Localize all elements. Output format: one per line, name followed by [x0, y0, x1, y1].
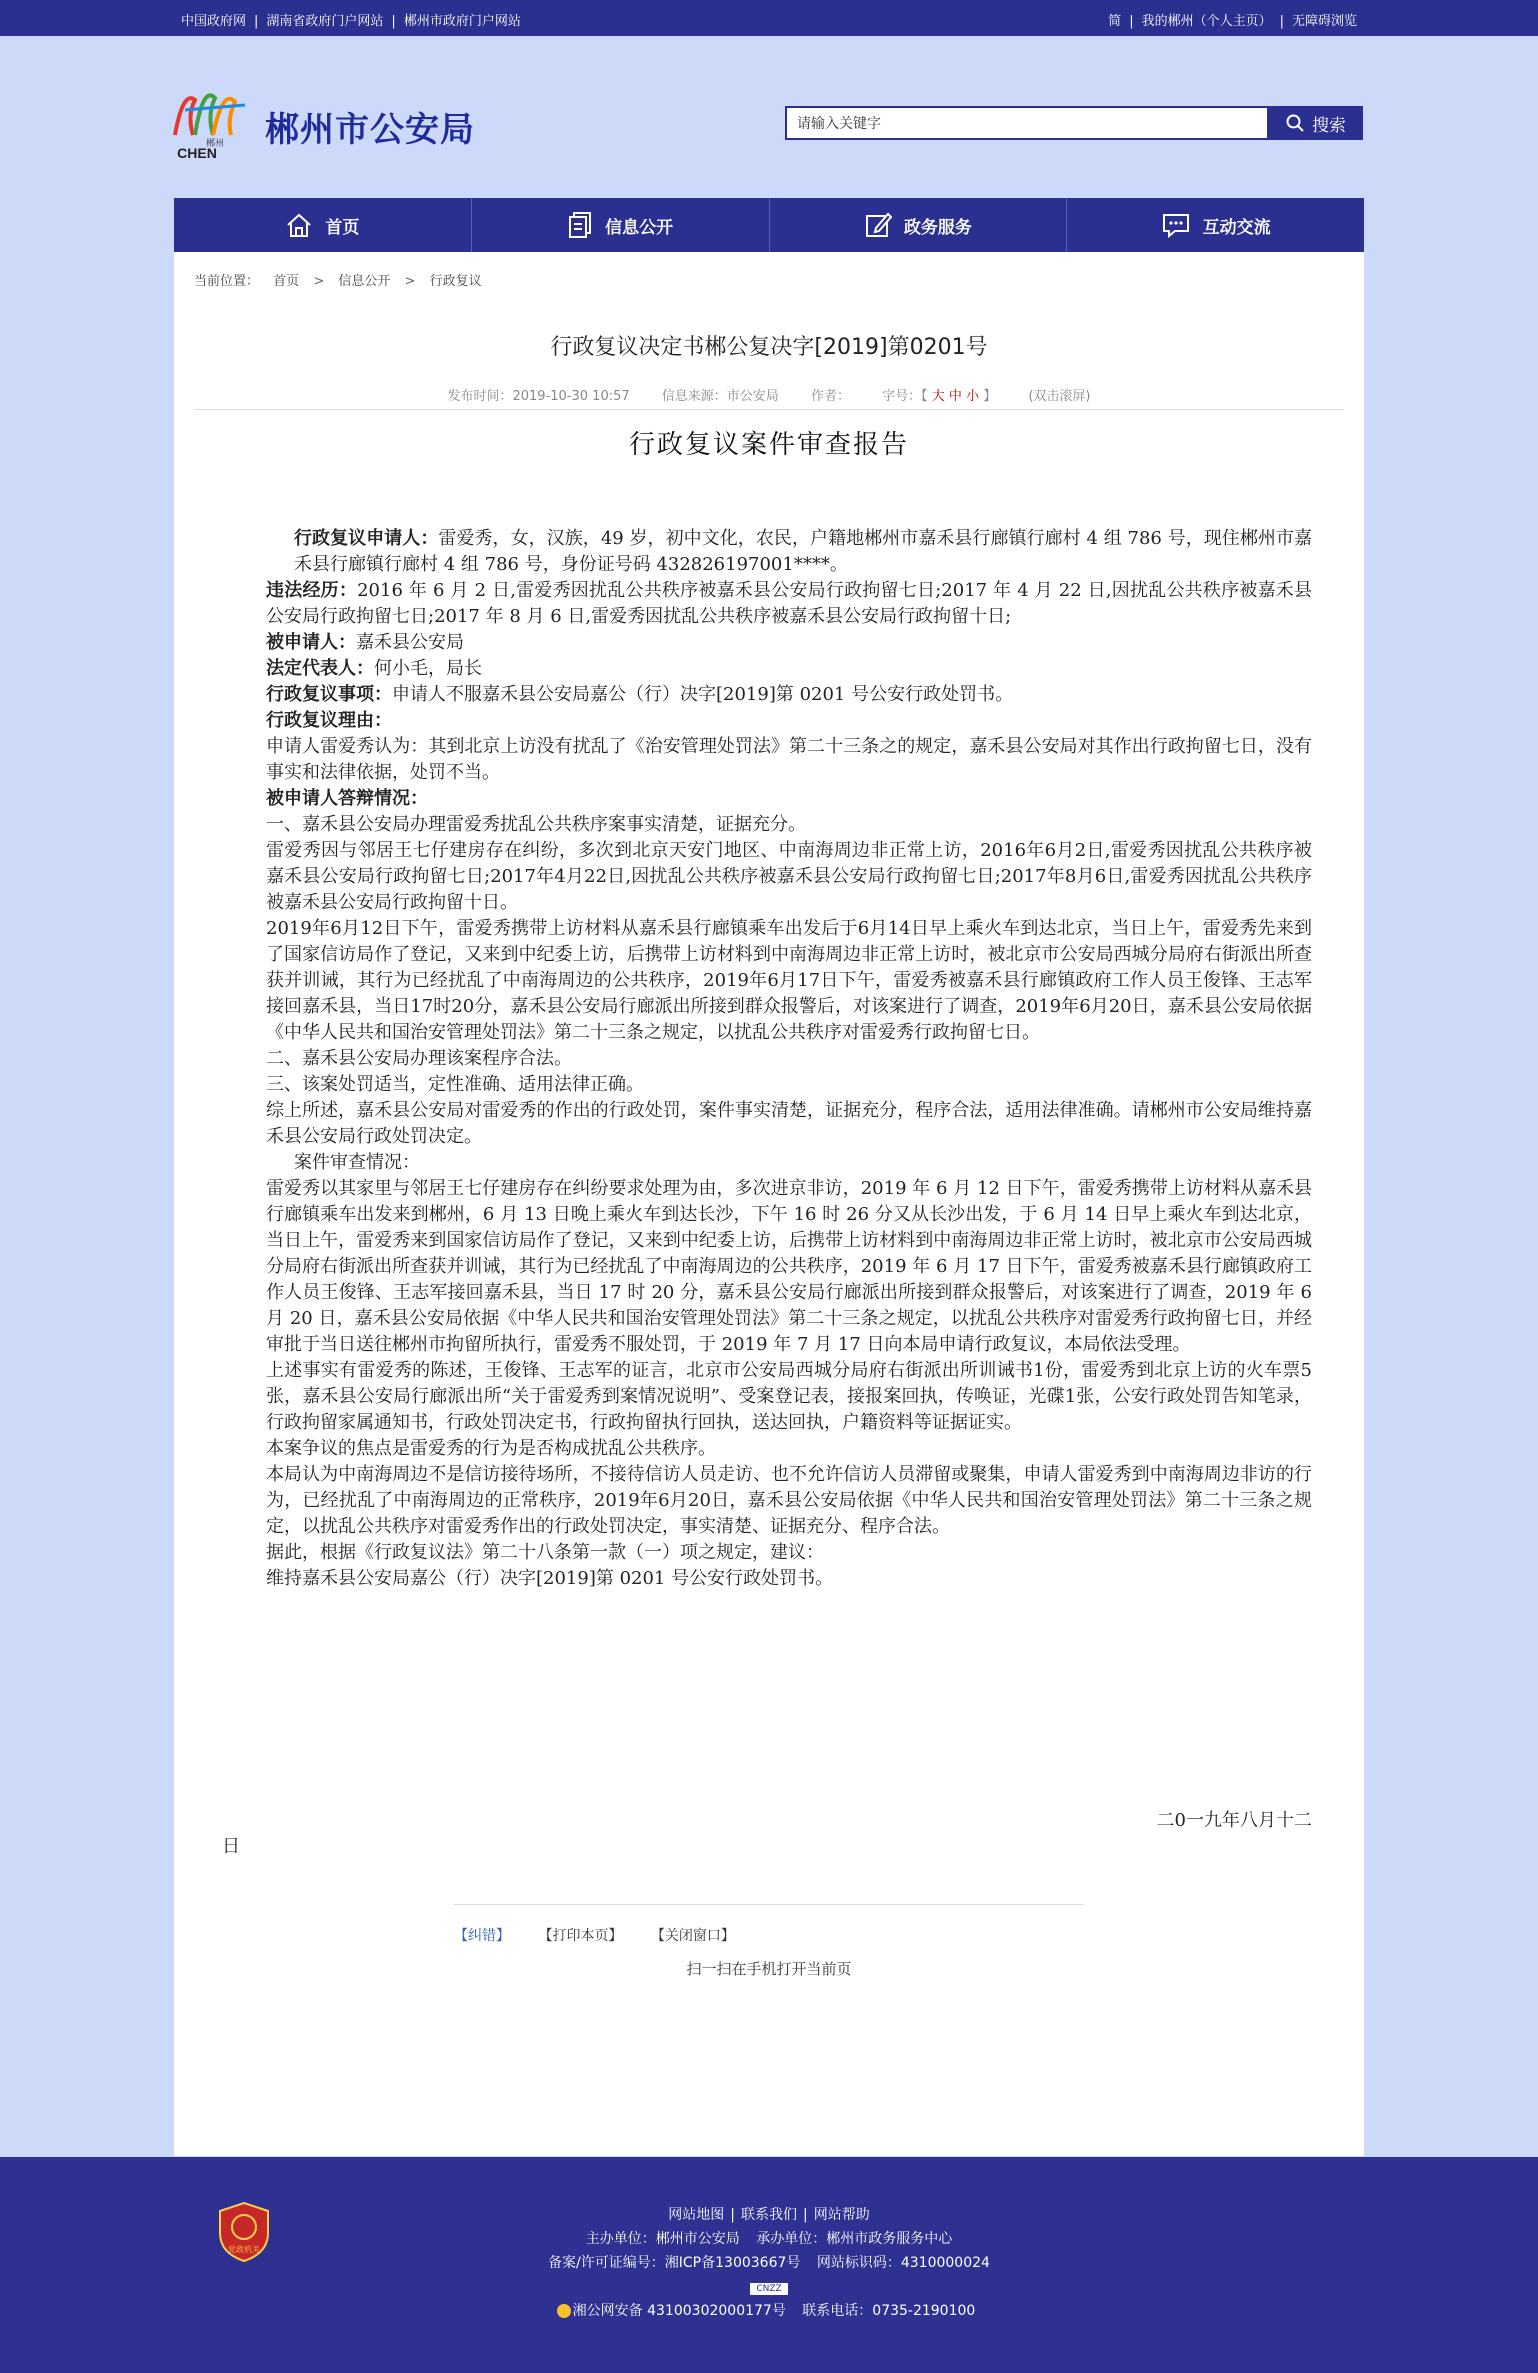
nav-home[interactable]: [174, 198, 472, 252]
reason-paragraph: 申请人雷爱秀认为：其到北京上访没有扰乱了《治安管理处罚法》第二十三条之的规定，嘉禾县公安局对其作出行政拘留七日，没有事实和法律依据，处罚不当。: [266, 736, 1312, 783]
contact-link[interactable]: 联系我们: [741, 2207, 797, 2223]
badge-text: 党政机关: [228, 2245, 260, 2254]
applicant-paragraph: [222, 526, 1312, 578]
site-id: 网站标识码：4310000024: [816, 2255, 990, 2271]
article-actions: [454, 1904, 1084, 1945]
history-text: 2016 年 6 月 2 日,雷爱秀因扰乱公共秩序被嘉禾县公安局行政拘留七日;2017 年 4 月 22 日,因扰乱公共秩序被嘉禾县公安局行政拘留七日;2017 年 8 月 6 日,雷爱秀因扰乱公共秩序被嘉禾县公安局行政拘留十日;: [266, 580, 1312, 627]
font-size-label: 字号：: [882, 389, 922, 404]
respondent-paragraph: [222, 630, 1312, 656]
site-logo[interactable]: [165, 80, 265, 160]
main-nav: [174, 198, 1364, 252]
print-button[interactable]: 【打印本页】: [538, 1928, 623, 1944]
breadcrumb-sep: >: [313, 274, 325, 289]
author: 作者：: [810, 389, 850, 404]
chat-icon: [1161, 212, 1191, 238]
defense-point-1: 一、嘉禾县公安局办理雷爱秀扰乱公共秩序案事实清楚，证据充分。: [266, 814, 806, 835]
breadcrumb-prefix: 当前位置：: [194, 274, 260, 289]
police-badge-icon: [557, 2304, 571, 2318]
publish-time: 发布时间：2019-10-30 10:57: [447, 389, 630, 404]
top-right-links: 简 | 我的郴州（个人主页） | 无障碍浏览: [1108, 14, 1357, 29]
recommendation-intro: 据此，根据《行政复议法》第二十八条第一款（一）项之规定，建议：: [266, 1542, 824, 1563]
footer-info: [0, 2203, 1538, 2323]
font-large[interactable]: 大: [931, 389, 945, 404]
sitemap-link[interactable]: 网站地图: [668, 2207, 725, 2223]
reason-heading: [222, 708, 1312, 734]
correct-button[interactable]: 【纠错】: [454, 1928, 510, 1944]
divider: [194, 409, 1344, 410]
defense-paragraph-1: 雷爱秀因与邻居王七仔建房存在纠纷，多次到北京天安门地区、中南海周边非正常上访，2016年6月2日,雷爱秀因扰乱公共秩序被嘉禾县公安局行政拘留七日;2017年4月22日,因扰乱公共秩序被嘉禾县公安局行政拘留七日;2017年8月6日,雷爱秀因扰乱公共秩序被嘉禾县公安局行政拘留十日。: [266, 840, 1312, 913]
defense-label: 被申请人答辩情况：: [266, 788, 428, 809]
review-heading: 案件审查情况：: [294, 1152, 420, 1173]
report-date: [222, 1808, 1312, 1860]
link-chenzhou-gov[interactable]: 郴州市政府门户网站: [403, 14, 521, 29]
matter-label: 行政复议事项：: [266, 684, 392, 705]
recommendation: 维持嘉禾县公安局嘉公（行）决字[2019]第 0201 号公安行政处罚书。: [266, 1568, 834, 1589]
respondent-text: 嘉禾县公安局: [356, 632, 464, 653]
home-icon: [285, 212, 313, 238]
font-small[interactable]: 小: [966, 389, 980, 404]
legal-rep-label: 法定代表人：: [266, 658, 374, 679]
font-size-control: 字号：【 大 中 小 】: [882, 389, 997, 404]
nav-info-label: 信息公开: [605, 217, 674, 238]
defense-point-2: 二、嘉禾县公安局办理该案程序合法。: [266, 1048, 572, 1069]
breadcrumb: [194, 270, 492, 289]
defense-summary: 综上所述，嘉禾县公安局对雷爱秀的作出的行政处罚，案件事实清楚，证据充分，程序合法，适用法律准确。请郴州市公安局维持嘉禾县公安局行政处罚决定。: [266, 1100, 1312, 1147]
scroll-hint[interactable]: (双击滚屏): [1028, 389, 1091, 404]
nav-interaction-label: 互动交流: [1202, 217, 1271, 238]
nav-gov-service[interactable]: [770, 198, 1068, 252]
article-title: 行政复议决定书郴公复决字[2019]第0201号: [550, 335, 988, 360]
article-meta: [174, 385, 1364, 404]
nav-info-public[interactable]: [472, 198, 770, 252]
date-text: 二0一九年八月十二: [1156, 1810, 1312, 1831]
info-source: 信息来源：市公安局: [661, 389, 779, 404]
legal-rep-paragraph: [222, 656, 1312, 682]
matter-paragraph: [222, 682, 1312, 708]
link-china-gov[interactable]: 中国政府网: [181, 14, 247, 29]
cnzz-badge[interactable]: CNZZ: [750, 2283, 787, 2295]
my-chenzhou-link[interactable]: 我的郴州（个人主页）: [1141, 14, 1272, 29]
main-content: [174, 252, 1364, 2156]
search-button-label: 搜索: [1312, 115, 1346, 136]
top-bar: [0, 0, 1538, 36]
review-paragraph-1: 雷爱秀以其家里与邻居王七仔建房存在纠纷要求处理为由，多次进京非访，2019 年 6 月 12 日下午，雷爱秀携带上访材料从嘉禾县行廊镇乘车出发来到郴州，6 月 13 日晚上乘火车到达长沙，下午 16 时 26 分又从长沙出发，于 6 月 14 日早上乘火车到达北京，当日上午，雷爱秀来到国家信访局作了登记，又来到中纪委上访，后携带上访材料到中南海周边非正常上访时，被北京市公安局西城分局府右街派出所查获并训诫，其行为已经扰乱了中南海周边的公共秩序，2019 年 6 月 17 日下午，雷爱秀被嘉禾县行廊镇政府工作人员王俊锋、王志军接回嘉禾县，当日 17 时 20 分，嘉禾县公安局行廊派出所接到群众报警后，对该案进行了调查，2019 年 6 月 20 日，嘉禾县公安局依据《中华人民共和国治安管理处罚法》第二十三条之规定，以扰乱公共秩序对雷爱秀行政拘留七日，并经审批于当日送往郴州市拘留所执行，雷爱秀不服处罚，于 2019 年 7 月 17 日向本局申请行政复议，本局依法受理。: [266, 1178, 1312, 1355]
history-paragraph: [222, 578, 1312, 630]
beian-number[interactable]: 湘公网安备 43100302000177号: [572, 2303, 786, 2319]
breadcrumb-review[interactable]: 行政复议: [429, 274, 482, 289]
footer-cnzz: [0, 2275, 1538, 2299]
host-unit: 主办单位：郴州市公安局: [585, 2231, 740, 2247]
font-medium[interactable]: 中: [948, 389, 962, 404]
top-links: 中国政府网 | 湖南省政府门户网站 | 郴州市政府门户网站: [181, 14, 521, 29]
date-tail: 日: [222, 1836, 240, 1857]
contact-phone: 联系电话：0735-2190100: [802, 2303, 976, 2319]
search-button[interactable]: [1269, 106, 1363, 140]
defense-heading: [222, 786, 1312, 812]
defense-paragraph-2: 2019年6月12日下午，雷爱秀携带上访材料从嘉禾县行廊镇乘车出发后于6月14日早上乘火车到达北京，当日上午，雷爱秀先来到了国家信访局作了登记，又来到中纪委上访，后携带上访材料到中南海周边非正常上访时，被北京市公安局西城分局府右街派出所查获并训诫，其行为已经扰乱了中南海周边的公共秩序，2019年6月17日下午，雷爱秀被嘉禾县行廊镇政府工作人员王俊锋、王志军接回嘉禾县，当日17时20分，嘉禾县公安局行廊派出所接到群众报警后，对该案进行了调查，2019年6月20日，嘉禾县公安局依据《中华人民共和国治安管理处罚法》第二十三条之规定，以扰乱公共秩序对雷爱秀行政拘留七日。: [266, 918, 1312, 1043]
search-icon: [1286, 114, 1304, 132]
site-title[interactable]: 郴州市公安局: [265, 110, 475, 150]
footer-beian: [0, 2299, 1538, 2323]
nav-home-label: 首页: [325, 217, 360, 238]
review-focus: 本案争议的焦点是雷爱秀的行为是否构成扰乱公共秩序。: [266, 1438, 716, 1459]
defense-point-3: 三、该案处罚适当，定性准确、适用法律正确。: [266, 1074, 644, 1095]
document-icon: [567, 211, 593, 239]
undertake-unit: 承办单位：郴州市政务服务中心: [756, 2231, 953, 2247]
report-body: [222, 526, 1312, 1592]
simplified-toggle[interactable]: 简: [1108, 14, 1122, 29]
history-label: 违法经历：: [266, 580, 358, 601]
applicant-label: 行政复议申请人：: [294, 528, 439, 549]
edit-icon: [864, 211, 892, 239]
matter-text: 申请人不服嘉禾县公安局嘉公（行）决字[2019]第 0201 号公安行政处罚书。: [392, 684, 1014, 705]
search-input[interactable]: [785, 106, 1269, 140]
nav-interaction[interactable]: [1067, 198, 1364, 252]
logo-sub: 郴州: [205, 138, 225, 148]
footer-links: 网站地图 | 联系我们 | 网站帮助: [668, 2207, 870, 2223]
breadcrumb-sep: >: [404, 274, 416, 289]
close-window-button[interactable]: 【关闭窗口】: [650, 1928, 735, 1944]
review-paragraph-2: 上述事实有雷爱秀的陈述，王俊锋、王志军的证言，北京市公安局西城分局府右街派出所训诫书1份，雷爱秀到北京上访的火车票5张，嘉禾县公安局行廊派出所“关于雷爱秀到案情况说明”、受案登记表，接报案回执，传唤证，光碟1张，公安行政处罚告知笔录，行政拘留家属通知书，行政处罚决定书，行政拘留执行回执，送达回执，户籍资料等证据证实。: [266, 1360, 1312, 1433]
footer-host: [0, 2227, 1538, 2251]
qr-note[interactable]: 扫一扫在手机打开当前页: [686, 1960, 852, 1978]
report-title: 行政复议案件审查报告: [628, 430, 909, 460]
review-opinion: 本局认为中南海周边不是信访接待场所，不接待信访人员走访、也不允许信访人员滞留或聚集，申请人雷爱秀到中南海周边非访的行为，已经扰乱了中南海周边的正常秩序，2019年6月20日，嘉禾县公安局依据《中华人民共和国治安管理处罚法》第二十三条之规定，以扰乱公共秩序对雷爱秀作出的行政处罚决定，事实清楚、证据充分、程序合法。: [266, 1464, 1312, 1537]
applicant-text: 雷爱秀，女，汉族，49 岁，初中文化，农民，户籍地郴州市嘉禾县行廊镇行廊村 4 组 786 号，现住郴州市嘉禾县行廊镇行廊村 4 组 786 号，身份证号码 432826197001****。: [294, 528, 1312, 575]
help-link[interactable]: 网站帮助: [813, 2207, 870, 2223]
accessibility-link[interactable]: 无障碍浏览: [1291, 14, 1357, 29]
link-hunan-gov[interactable]: 湖南省政府门户网站: [266, 14, 384, 29]
nav-service-label: 政务服务: [903, 217, 972, 238]
search-box: [785, 106, 1363, 140]
breadcrumb-info[interactable]: 信息公开: [338, 274, 391, 289]
footer: [0, 2157, 1538, 2373]
icp-number[interactable]: 备案/许可证编号：湘ICP备13003667号: [548, 2255, 801, 2271]
breadcrumb-home[interactable]: 首页: [273, 274, 300, 289]
header: [165, 80, 1365, 180]
footer-icp: [0, 2251, 1538, 2275]
respondent-label: 被申请人：: [266, 632, 356, 653]
reason-label: 行政复议理由：: [266, 710, 392, 731]
legal-rep-text: 何小毛，局长: [374, 658, 482, 679]
logo-text: CHEN: [177, 145, 217, 160]
